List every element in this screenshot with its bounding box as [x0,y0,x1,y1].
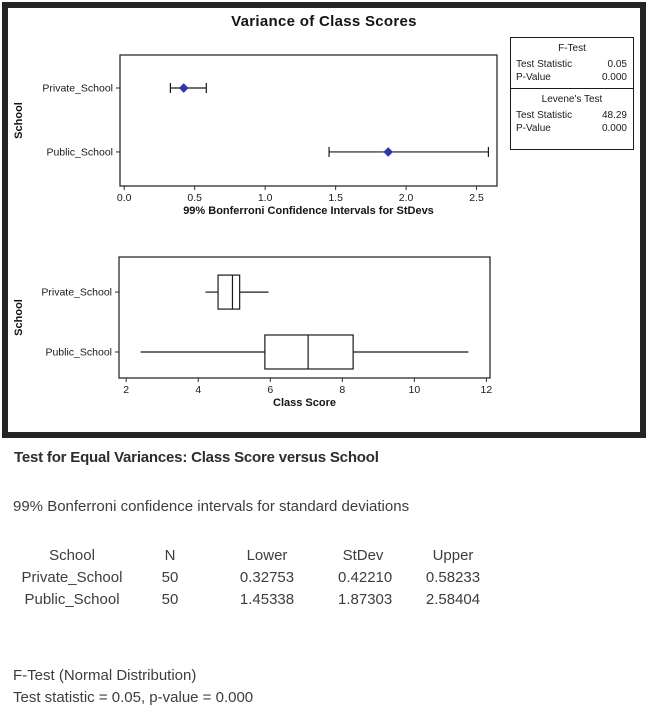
levene-pvalue-label: P-Value [516,123,551,134]
table-row [0,589,518,611]
x-tick-label: 2.5 [469,192,484,204]
levene-title: Levene's Test [541,94,603,105]
ftest-statistic-label: Test Statistic [516,59,573,70]
ci-table-header-row [0,545,518,567]
graph-window [2,2,646,438]
y-tick-label: Public_School [45,346,112,359]
x-tick-label: 0.5 [187,192,203,204]
table-row [0,567,518,589]
levene-pvalue-value: 0.000 [601,123,627,134]
x-tick-label: 1.0 [257,192,273,204]
report-subheading: 99% Bonferroni confidence intervals for standard deviations [13,498,410,515]
x-tick-label: 10 [408,384,421,396]
ci-cell: 0.58233 [425,569,481,586]
ci-header-school: School [49,547,95,564]
ci-cell: 50 [161,591,179,608]
ci-cell: 50 [161,569,179,586]
x-axis-title: Class Score [273,397,336,409]
ftest-statistic-row [511,58,633,71]
stats-panel [510,37,634,150]
ftest-pvalue-row [511,71,633,84]
levene-section [511,88,633,135]
ci-header-upper: Upper [432,547,474,564]
levene-statistic-label: Test Statistic [516,110,573,121]
ftest-note-line1: F-Test (Normal Distribution) [13,667,197,684]
box [218,275,240,309]
y-tick-label: Private_School [41,286,112,299]
ftest-title: F-Test [558,43,586,54]
ci-header-lower: Lower [246,547,288,564]
ci-cell: Public_School [24,591,120,608]
x-tick-label: 2 [123,384,130,396]
x-tick-label: 2.0 [398,192,414,204]
ci-cell: 0.42210 [338,569,393,586]
ci-cell: Private_School [21,569,123,586]
ci-marker [383,147,393,157]
y-axis-title: School [13,102,25,139]
y-tick-label: Private_School [42,82,113,95]
report-heading: Test for Equal Variances: Class Score versus School [14,449,379,466]
ftest-statistic-value: 0.05 [607,59,627,70]
ftest-note-line2: Test statistic = 0.05, p-value = 0.000 [13,689,254,706]
x-tick-label: 6 [267,384,274,396]
box [265,335,353,369]
ci-cell: 2.58404 [425,591,481,608]
ftest-section [511,38,633,84]
ci-cell: 0.32753 [239,569,295,586]
plot-frame [120,55,497,186]
levene-pvalue-row [511,122,633,135]
ftest-pvalue-value: 0.000 [601,72,627,83]
ci-header-stdev: StDev [342,547,384,564]
ci-table [0,545,518,611]
ci-header-n: N [164,547,176,564]
x-tick-label: 1.5 [328,192,343,204]
y-tick-label: Public_School [46,146,113,159]
x-axis-title: 99% Bonferroni Confidence Intervals for StDevs [183,205,434,217]
x-tick-label: 12 [480,384,493,396]
levene-statistic-row [511,109,633,122]
x-tick-label: 0.0 [116,192,132,204]
levene-statistic-value: 48.29 [601,110,627,121]
ci-cell: 1.45338 [239,591,295,608]
ci-marker [179,83,189,93]
x-tick-label: 8 [339,384,346,396]
ftest-pvalue-label: P-Value [516,72,551,83]
chart-title: Variance of Class Scores [231,13,417,30]
x-tick-label: 4 [195,384,202,396]
y-axis-title: School [13,299,25,336]
ci-cell: 1.87303 [338,591,393,608]
